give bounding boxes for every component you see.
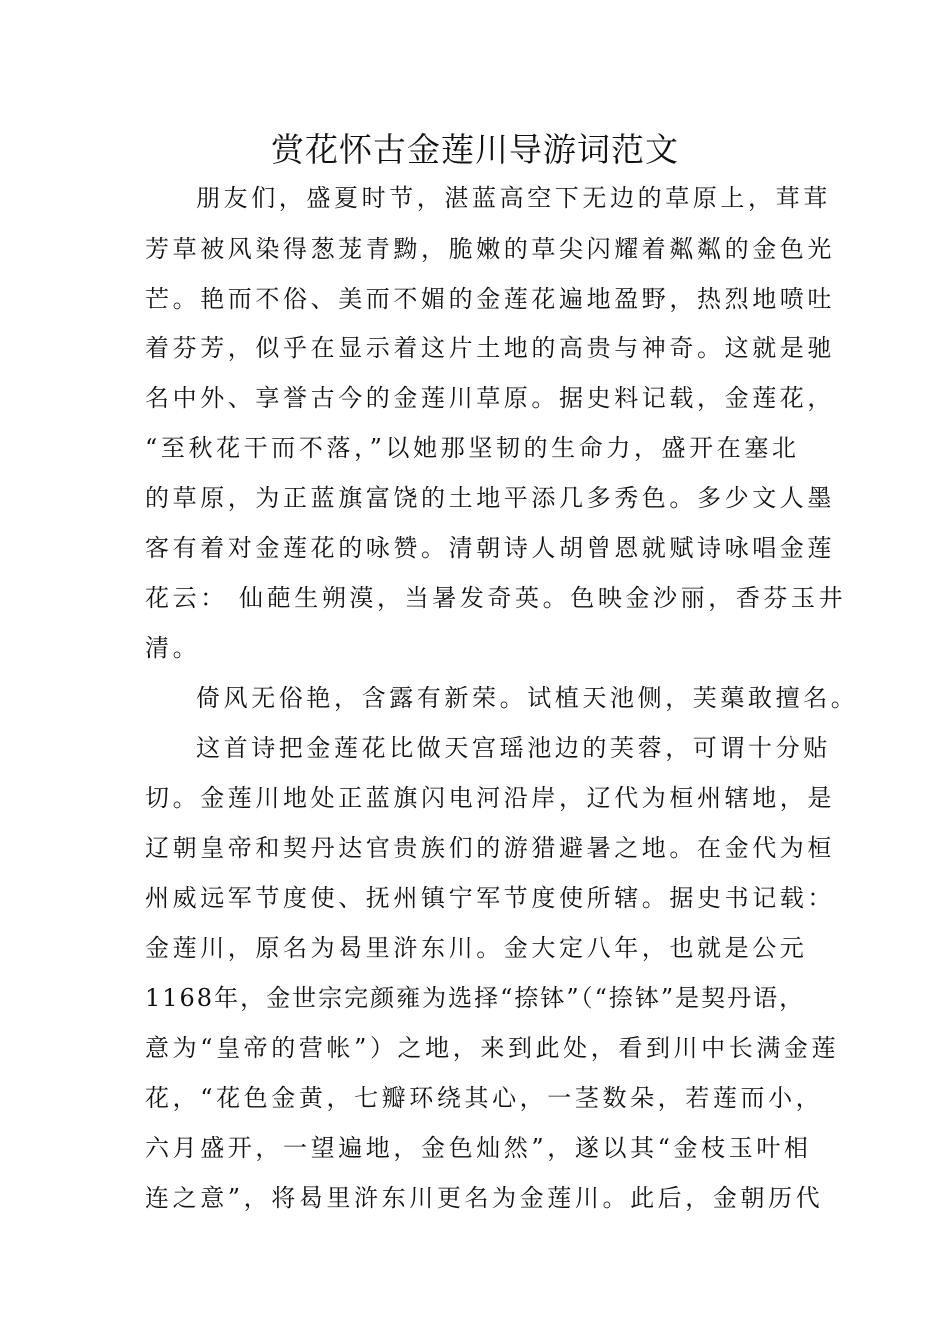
paragraph-line: 切。金莲川地处正蓝旗闪电河沿岸，辽代为桓州辖地，是	[145, 784, 835, 812]
paragraph-line: 客有着对金莲花的咏赞。清朝诗人胡曾恩就赋诗咏唱金莲	[145, 534, 835, 562]
poem-line: 倚风无俗艳，含露有新荣。试植天池侧，芙蕖敢擅名。	[196, 684, 859, 712]
paragraph-line: 名中外、享誉古今的金莲川草原。据史料记载，金莲花，	[145, 384, 835, 412]
paragraph-line: 意为“皇帝的营帐”）之地，来到此处，看到川中长满金莲	[145, 1034, 840, 1062]
paragraph-line: 辽朝皇帝和契丹达官贵族们的游猎避暑之地。在金代为桓	[145, 834, 835, 862]
paragraph-line: 六月盛开，一望遍地，金色灿然”，遂以其“金枝玉叶相	[145, 1134, 812, 1162]
paragraph-line: 着芬芳，似乎在显示着这片土地的高贵与神奇。这就是驰	[145, 334, 835, 362]
paragraph-line: 花云： 仙葩生朔漠，当暑发奇英。色映金沙丽，香芬玉井	[145, 584, 847, 612]
paragraph-line: 芒。艳而不俗、美而不媚的金莲花遍地盈野，热烈地喷吐	[145, 285, 835, 313]
paragraph-line: 金莲川，原名为曷里浒东川。金大定八年，也就是公元	[145, 934, 808, 962]
paragraph-line: 朋友们，盛夏时节，湛蓝高空下无边的草原上，茸茸	[196, 184, 831, 212]
paragraph-line: 州威远军节度使、抚州镇宁军节度使所辖。据史书记载：	[145, 884, 835, 912]
paragraph-line: 花，“花色金黄，七瓣环绕其心，一茎数朵，若莲而小，	[145, 1084, 824, 1112]
paragraph-line: 连之意”，将曷里浒东川更名为金莲川。此后，金朝历代	[145, 1184, 824, 1212]
paragraph-line: 的草原，为正蓝旗富饶的土地平添几多秀色。多少文人墨	[145, 484, 835, 512]
document-title: 赏花怀古金莲川导游词范文	[271, 130, 679, 169]
paragraph-line: 1168年，金世宗完颜雍为选择“捺钵”（“捺钵”是契丹语，	[145, 984, 806, 1012]
paragraph-line: 这首诗把金莲花比做天宫瑶池边的芙蓉，可谓十分贴	[196, 734, 831, 762]
paragraph-line: 清。	[145, 634, 201, 662]
paragraph-line: “至秋花干而不落，”以她那坚韧的生命力，盛开在塞北	[145, 434, 800, 462]
paragraph-line: 芳草被风染得葱茏青黝，脆嫩的草尖闪耀着粼粼的金色光	[145, 235, 835, 263]
